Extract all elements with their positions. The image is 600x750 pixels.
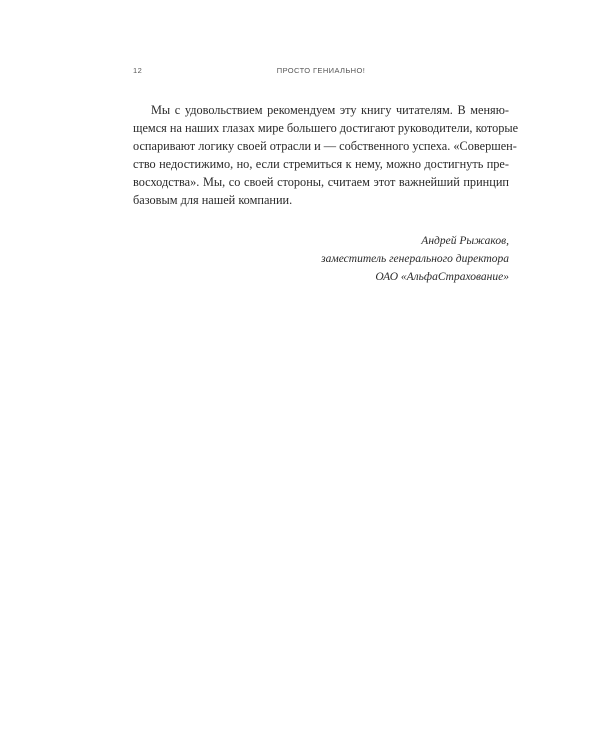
book-title: ПРОСТО ГЕНИАЛЬНО! (276, 66, 366, 75)
paragraph-line: Мы с удовольствием рекомендуем эту книгу читателям. В меняю- (151, 103, 509, 117)
page-number: 12 (133, 66, 143, 75)
paragraph-line: оспаривают логику своей отрасли и — собственного успеха. «Совершен- (133, 139, 517, 153)
paragraph-line: щемся на наших глазах мире большего достигают руководители, которые (133, 121, 519, 135)
signature-block (321, 232, 509, 286)
signature-name: Андрей Рыжаков, (421, 235, 509, 247)
paragraph-line: ство недостижимо, но, если стремиться к нему, можно достигнуть пре- (133, 157, 509, 171)
running-head (133, 66, 509, 80)
paragraph-line: базовым для нашей компании. (133, 193, 293, 207)
signature-position: заместитель генерального директора (321, 253, 509, 265)
paragraph (133, 101, 519, 209)
paragraph-line: восходства». Мы, со своей стороны, считаем этот важнейший принцип (133, 175, 509, 189)
signature-company: ОАО «АльфаСтрахование» (375, 271, 509, 283)
